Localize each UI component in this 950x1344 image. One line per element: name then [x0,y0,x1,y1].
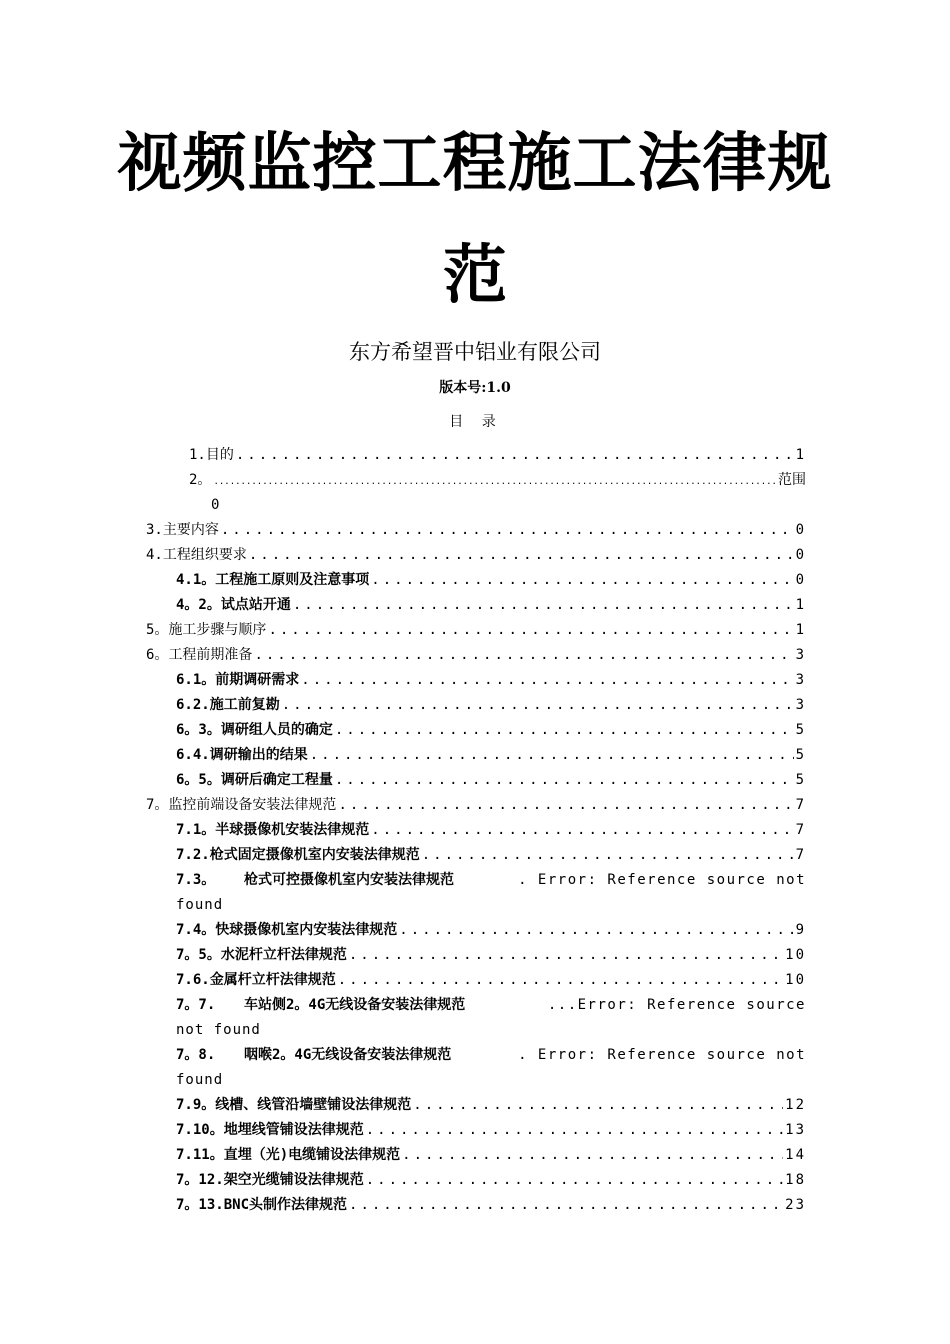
toc-entry-page: 3 [795,697,806,713]
toc-entry[interactable] [176,919,806,941]
toc-entry-page: 14 [785,1147,806,1163]
toc-entry-label: 调研组人员的确定 [220,722,333,738]
toc-entry[interactable] [176,594,806,616]
toc-entry[interactable] [146,794,806,816]
toc-entry-number: 7。7. [176,997,216,1013]
toc-entry-page: 5 [795,722,806,738]
toc-entry-number: 7.9。 [176,1097,216,1113]
toc-entry-number: 7。8. [176,1047,216,1063]
toc-entry[interactable] [176,1094,806,1116]
toc-entry-number: 6。3。 [176,722,221,738]
toc-entry-page: ...Error: Reference source [547,997,806,1013]
toc-entry-page: 7 [795,847,806,863]
toc-leader-dots [268,619,793,641]
toc-entry[interactable] [189,444,806,466]
toc-entry[interactable] [176,1144,806,1166]
toc-entry-page: 0 [795,572,806,588]
toc-entry-page: 18 [785,1172,806,1188]
toc-leader-dots [402,1144,783,1166]
toc-entry-number: 7.6. [176,972,210,988]
toc-entry-continuation: 0 [211,497,221,513]
toc-entry-label: 监控前端设备安装法律规范 [168,797,337,813]
toc-entry-page: 13 [785,1122,806,1138]
version-number: 版本号:1.0 [439,380,511,396]
toc-entry[interactable] [176,819,806,841]
toc-entry-label: 枪式固定摄像机室内安装法律规范 [209,847,420,863]
toc-entry-label: 工程施工原则及注意事项 [215,572,370,588]
toc-entry-page: 23 [785,1197,806,1213]
toc-entry[interactable] [176,669,806,691]
toc-entry[interactable] [176,869,806,891]
toc-entry-page: 5 [795,772,806,788]
toc-entry-label: 前期调研需求 [215,672,300,688]
toc-entry[interactable] [176,1044,806,1066]
toc-entry[interactable] [176,719,806,741]
toc-leader-dots [422,844,794,866]
toc-entry-number: 5。 [146,622,169,638]
toc-entry[interactable] [176,944,806,966]
toc-entry-page: . Error: Reference source not [518,1047,806,1063]
toc-leader-dots [335,769,794,791]
toc-entry-page: 3 [795,647,806,663]
toc-entry[interactable] [176,694,806,716]
toc-leader-dots [413,1094,783,1116]
toc-entry-label: 试点站开通 [220,597,291,613]
toc-entry-page: . Error: Reference source not [518,872,806,888]
toc-entry-number: 7。13. [176,1197,224,1213]
toc-entry-number: 7.1。 [176,822,216,838]
toc-leader-dots [349,1194,783,1216]
toc-leader-dots [371,569,793,591]
toc-entry-number: 4.1。 [176,572,216,588]
toc-leader-dots [293,594,794,616]
toc-entry[interactable] [176,1169,806,1191]
toc-entry-number: 6。5。 [176,772,221,788]
toc-entry[interactable] [189,469,806,491]
toc-entry[interactable] [176,744,806,766]
toc-entry-label: 金属杆立杆法律规范 [209,972,336,988]
toc-entry[interactable] [176,844,806,866]
toc-leader-dots [221,519,794,541]
toc-entry-label: 枪式可控摄像机室内安装法律规范 [244,872,454,888]
toc-entry-page: 3 [795,672,806,688]
toc-entry-page: 9 [795,922,806,938]
toc-entry-number: 4. [146,547,163,563]
toc-entry-number: 6。 [146,647,169,663]
toc-leader-dots [310,744,794,766]
toc-entry[interactable] [146,544,806,566]
toc-entry-label: 施工前复勘 [209,697,280,713]
toc-entry-page: 10 [785,972,806,988]
toc-entry[interactable] [146,519,806,541]
toc-entry-number: 7.4。 [176,922,216,938]
toc-entry[interactable] [146,619,806,641]
toc-entry-label: 直埋（光)电缆铺设法律规范 [223,1147,401,1163]
toc-entry-label: 目的 [205,447,234,463]
toc-leader-dots [301,669,793,691]
document-title-continued: 范 [443,238,507,313]
toc-entry-number: 7.2. [176,847,210,863]
toc-entry-page: 7 [795,797,806,813]
toc-leader-dots [338,794,793,816]
toc-entry-continuation: not found [176,1022,261,1038]
toc-entry[interactable] [176,994,806,1016]
toc-entry[interactable] [146,644,806,666]
toc-entry-number: 6.1。 [176,672,216,688]
toc-entry-number: 7.10。 [176,1122,224,1138]
toc-entry[interactable] [176,1119,806,1141]
toc-entry-label: 咽喉2。4G无线设备安装法律规范 [244,1047,452,1063]
toc-leader-dots [371,819,793,841]
toc-entry-page: 0 [795,547,806,563]
toc-entry-number: 6.4. [176,747,210,763]
toc-entry-number: 6.2. [176,697,210,713]
toc-entry-label: 车站侧2。4G无线设备安装法律规范 [244,997,466,1013]
toc-entry-label: 调研后确定工程量 [220,772,333,788]
toc-leader-dots [366,1119,783,1141]
toc-leader-dots [335,719,794,741]
toc-leader-dots [254,644,793,666]
toc-entry-label: BNC头制作法律规范 [223,1197,348,1213]
toc-entry[interactable] [176,969,806,991]
toc-entry-label: 快球摄像机室内安装法律规范 [215,922,398,938]
toc-entry-label: 主要内容 [162,522,219,538]
toc-leader-dots [282,694,794,716]
toc-entry-page: 5 [795,747,806,763]
toc-entry-label: 地埋线管铺设法律规范 [223,1122,364,1138]
toc-entry-label: 调研输出的结果 [209,747,308,763]
company-name: 东方希望晋中铝业有限公司 [349,340,601,364]
toc-entry-label: 线槽、线管沿墙壁铺设法律规范 [215,1097,412,1113]
toc-entry-page: 1 [795,597,806,613]
toc-entry-page: 12 [785,1097,806,1113]
toc-leader-dots [249,544,794,566]
toc-leader-dots [236,444,794,466]
toc-entry-continuation: found [176,897,224,913]
toc-entry-number: 7。5。 [176,947,221,963]
toc-entry-number: 3. [146,522,163,538]
toc-entry-page: 1 [795,447,806,463]
toc-entry-number: 7。 [146,797,169,813]
toc-entry-number: 7。12. [176,1172,224,1188]
toc-entry-number: 7.3。 [176,872,216,888]
toc-entry-label: 工程组织要求 [162,547,247,563]
toc-entry[interactable] [176,569,806,591]
toc-heading: 目 录 [449,414,501,430]
toc-leader-dots [349,944,783,966]
toc-entry-page: 0 [795,522,806,538]
toc-entry-page: 10 [785,947,806,963]
toc-leader-dots [399,919,793,941]
toc-leader-dots [213,471,776,491]
toc-entry-page: 1 [795,622,806,638]
toc-entry-label: 水泥杆立杆法律规范 [220,947,347,963]
toc-entry-number: 1. [189,447,206,463]
toc-entry-page: 7 [795,822,806,838]
toc-entry-page: 范围 [778,472,806,488]
toc-entry[interactable] [176,769,806,791]
toc-entry-label: 施工步骤与顺序 [168,622,267,638]
toc-entry-label: 工程前期准备 [168,647,253,663]
toc-entry[interactable] [176,1194,806,1216]
document-title: 视频监控工程施工法律规 [117,126,833,201]
toc-entry-number: 4。2。 [176,597,221,613]
toc-entry-label: 半球摄像机安装法律规范 [215,822,370,838]
toc-entry-label: 架空光缆铺设法律规范 [223,1172,364,1188]
toc-leader-dots [338,969,783,991]
toc-entry-continuation: found [176,1072,224,1088]
toc-entry-number: 2。 [189,472,212,488]
toc-leader-dots [366,1169,783,1191]
toc-entry-number: 7.11。 [176,1147,224,1163]
